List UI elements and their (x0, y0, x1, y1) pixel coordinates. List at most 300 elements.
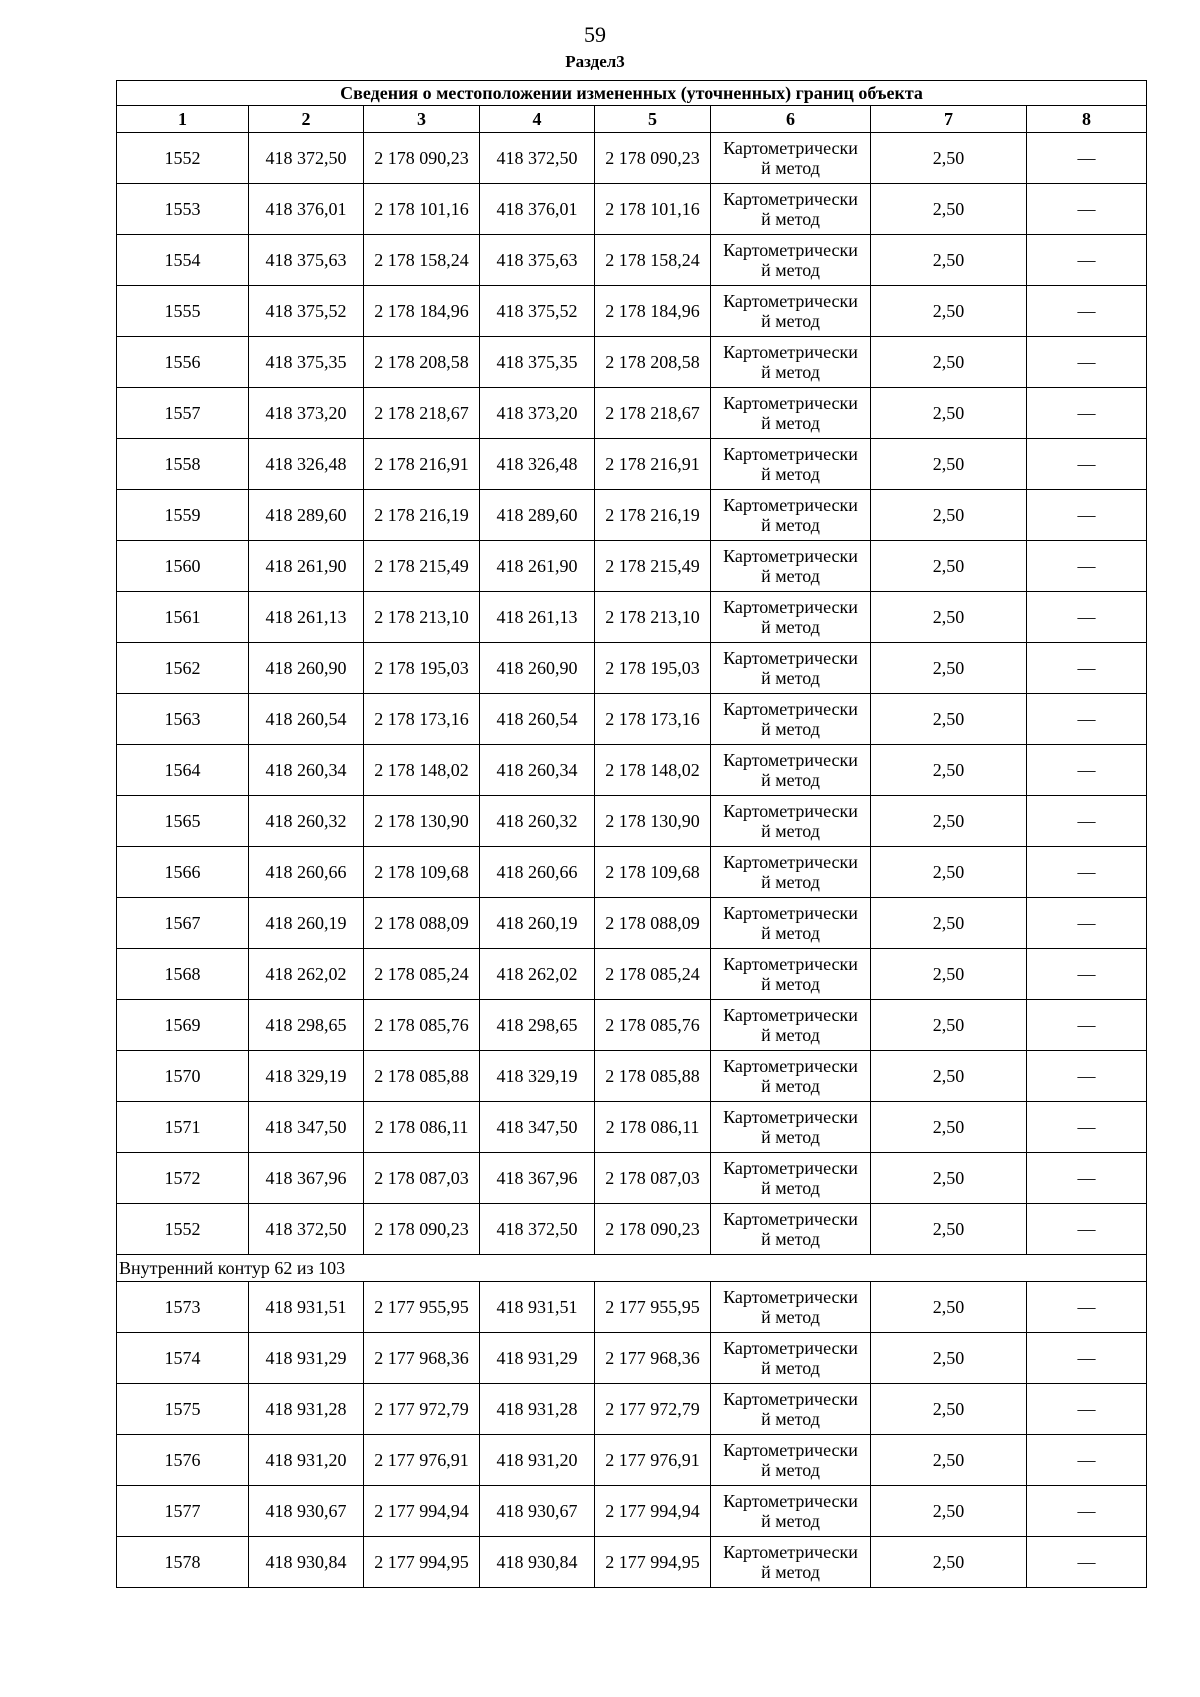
point-number-cell: 1555 (117, 286, 249, 337)
y-coordinate-cell: 2 178 090,23 (595, 1204, 711, 1255)
method-cell (711, 1204, 871, 1255)
x-coordinate-cell: 418 289,60 (249, 490, 364, 541)
method-text-line1: Картометрически (723, 1491, 858, 1511)
point-number-cell: 1569 (117, 1000, 249, 1051)
method-text-line1: Картометрически (723, 1107, 858, 1127)
accuracy-cell: 2,50 (871, 592, 1027, 643)
y-coordinate-cell: 2 178 130,90 (364, 796, 480, 847)
table-row (117, 133, 1147, 184)
dash-cell: — (1027, 1153, 1147, 1204)
y-coordinate-cell: 2 178 085,76 (364, 1000, 480, 1051)
y-coordinate-cell: 2 178 216,19 (364, 490, 480, 541)
method-cell (711, 337, 871, 388)
table-row (117, 490, 1147, 541)
y-coordinate-cell: 2 178 213,10 (364, 592, 480, 643)
column-header: 3 (364, 106, 480, 133)
method-text-line2: й метод (761, 770, 820, 790)
y-coordinate-cell: 2 177 976,91 (595, 1435, 711, 1486)
point-number-cell: 1573 (117, 1282, 249, 1333)
y-coordinate-cell: 2 178 208,58 (364, 337, 480, 388)
x-coordinate-cell: 418 329,19 (480, 1051, 595, 1102)
dash-cell: — (1027, 1102, 1147, 1153)
x-coordinate-cell: 418 298,65 (249, 1000, 364, 1051)
y-coordinate-cell: 2 178 208,58 (595, 337, 711, 388)
method-text-line1: Картометрически (723, 903, 858, 923)
column-header: 1 (117, 106, 249, 133)
accuracy-cell: 2,50 (871, 184, 1027, 235)
table-row (117, 847, 1147, 898)
point-number-cell: 1574 (117, 1333, 249, 1384)
point-number-cell: 1575 (117, 1384, 249, 1435)
y-coordinate-cell: 2 178 101,16 (364, 184, 480, 235)
column-header: 7 (871, 106, 1027, 133)
method-text-line1: Картометрически (723, 1158, 858, 1178)
y-coordinate-cell: 2 178 216,91 (595, 439, 711, 490)
table-row (117, 1000, 1147, 1051)
x-coordinate-cell: 418 329,19 (249, 1051, 364, 1102)
method-text-line2: й метод (761, 311, 820, 331)
method-cell (711, 1282, 871, 1333)
y-coordinate-cell: 2 178 109,68 (595, 847, 711, 898)
accuracy-cell: 2,50 (871, 898, 1027, 949)
accuracy-cell: 2,50 (871, 1384, 1027, 1435)
accuracy-cell: 2,50 (871, 490, 1027, 541)
x-coordinate-cell: 418 261,90 (480, 541, 595, 592)
column-header: 2 (249, 106, 364, 133)
method-text-line2: й метод (761, 617, 820, 637)
point-number-cell: 1556 (117, 337, 249, 388)
dash-cell: — (1027, 1384, 1147, 1435)
point-number-cell: 1559 (117, 490, 249, 541)
method-text-line2: й метод (761, 1307, 820, 1327)
table-row (117, 388, 1147, 439)
method-text-line2: й метод (761, 158, 820, 178)
method-text-line1: Картометрически (723, 852, 858, 872)
x-coordinate-cell: 418 260,54 (249, 694, 364, 745)
y-coordinate-cell: 2 178 148,02 (595, 745, 711, 796)
y-coordinate-cell: 2 178 130,90 (595, 796, 711, 847)
y-coordinate-cell: 2 178 216,91 (364, 439, 480, 490)
dash-cell: — (1027, 541, 1147, 592)
x-coordinate-cell: 418 375,52 (249, 286, 364, 337)
dash-cell: — (1027, 745, 1147, 796)
point-number-cell: 1562 (117, 643, 249, 694)
dash-cell: — (1027, 898, 1147, 949)
method-text-line1: Картометрически (723, 138, 858, 158)
dash-cell: — (1027, 1000, 1147, 1051)
point-number-cell: 1560 (117, 541, 249, 592)
method-text-line1: Картометрически (723, 1389, 858, 1409)
method-text-line1: Картометрически (723, 801, 858, 821)
method-text-line1: Картометрически (723, 240, 858, 260)
method-text-line1: Картометрически (723, 750, 858, 770)
x-coordinate-cell: 418 347,50 (480, 1102, 595, 1153)
x-coordinate-cell: 418 375,35 (480, 337, 595, 388)
method-cell (711, 1384, 871, 1435)
dash-cell: — (1027, 1204, 1147, 1255)
dash-cell: — (1027, 643, 1147, 694)
method-cell (711, 898, 871, 949)
dash-cell: — (1027, 949, 1147, 1000)
method-text-line1: Картометрически (723, 699, 858, 719)
y-coordinate-cell: 2 178 090,23 (364, 1204, 480, 1255)
dash-cell: — (1027, 694, 1147, 745)
x-coordinate-cell: 418 931,20 (249, 1435, 364, 1486)
point-number-cell: 1566 (117, 847, 249, 898)
y-coordinate-cell: 2 178 088,09 (364, 898, 480, 949)
y-coordinate-cell: 2 178 195,03 (364, 643, 480, 694)
y-coordinate-cell: 2 177 972,79 (364, 1384, 480, 1435)
y-coordinate-cell: 2 178 184,96 (595, 286, 711, 337)
accuracy-cell: 2,50 (871, 388, 1027, 439)
y-coordinate-cell: 2 177 994,95 (595, 1537, 711, 1588)
table-row (117, 1333, 1147, 1384)
method-text-line2: й метод (761, 1358, 820, 1378)
table-title: Сведения о местоположении измененных (уточненных) границ объекта (117, 81, 1147, 106)
method-text-line1: Картометрически (723, 648, 858, 668)
x-coordinate-cell: 418 376,01 (480, 184, 595, 235)
method-text-line2: й метод (761, 872, 820, 892)
x-coordinate-cell: 418 931,20 (480, 1435, 595, 1486)
method-cell (711, 490, 871, 541)
table-row (117, 898, 1147, 949)
method-text-line2: й метод (761, 1511, 820, 1531)
table-row (117, 184, 1147, 235)
x-coordinate-cell: 418 260,34 (480, 745, 595, 796)
point-number-cell: 1558 (117, 439, 249, 490)
table-row (117, 337, 1147, 388)
method-text-line1: Картометрически (723, 1209, 858, 1229)
x-coordinate-cell: 418 930,67 (480, 1486, 595, 1537)
method-text-line2: й метод (761, 668, 820, 688)
method-text-line1: Картометрически (723, 1542, 858, 1562)
method-cell (711, 1051, 871, 1102)
x-coordinate-cell: 418 930,84 (480, 1537, 595, 1588)
x-coordinate-cell: 418 372,50 (480, 1204, 595, 1255)
accuracy-cell: 2,50 (871, 1282, 1027, 1333)
column-header: 4 (480, 106, 595, 133)
x-coordinate-cell: 418 931,29 (480, 1333, 595, 1384)
table-row (117, 949, 1147, 1000)
method-text-line1: Картометрически (723, 393, 858, 413)
table-row (117, 1282, 1147, 1333)
table-row (117, 796, 1147, 847)
x-coordinate-cell: 418 375,63 (249, 235, 364, 286)
y-coordinate-cell: 2 178 218,67 (595, 388, 711, 439)
y-coordinate-cell: 2 178 215,49 (595, 541, 711, 592)
method-cell (711, 694, 871, 745)
method-text-line1: Картометрически (723, 342, 858, 362)
method-text-line1: Картометрически (723, 1440, 858, 1460)
table-row (117, 235, 1147, 286)
y-coordinate-cell: 2 178 158,24 (364, 235, 480, 286)
table-row (117, 1204, 1147, 1255)
accuracy-cell: 2,50 (871, 337, 1027, 388)
column-header: 8 (1027, 106, 1147, 133)
method-text-line2: й метод (761, 1076, 820, 1096)
method-text-line1: Картометрически (723, 954, 858, 974)
y-coordinate-cell: 2 178 085,24 (595, 949, 711, 1000)
y-coordinate-cell: 2 178 213,10 (595, 592, 711, 643)
x-coordinate-cell: 418 260,32 (249, 796, 364, 847)
accuracy-cell: 2,50 (871, 541, 1027, 592)
x-coordinate-cell: 418 375,35 (249, 337, 364, 388)
x-coordinate-cell: 418 930,84 (249, 1537, 364, 1588)
dash-cell: — (1027, 1282, 1147, 1333)
y-coordinate-cell: 2 178 085,88 (364, 1051, 480, 1102)
table-row (117, 1102, 1147, 1153)
x-coordinate-cell: 418 372,50 (249, 1204, 364, 1255)
method-text-line2: й метод (761, 719, 820, 739)
point-number-cell: 1578 (117, 1537, 249, 1588)
method-cell (711, 1333, 871, 1384)
method-cell (711, 1102, 871, 1153)
y-coordinate-cell: 2 178 090,23 (364, 133, 480, 184)
x-coordinate-cell: 418 326,48 (249, 439, 364, 490)
accuracy-cell: 2,50 (871, 1537, 1027, 1588)
method-text-line2: й метод (761, 1127, 820, 1147)
y-coordinate-cell: 2 178 101,16 (595, 184, 711, 235)
method-cell (711, 541, 871, 592)
point-number-cell: 1553 (117, 184, 249, 235)
x-coordinate-cell: 418 931,28 (249, 1384, 364, 1435)
point-number-cell: 1571 (117, 1102, 249, 1153)
method-cell (711, 847, 871, 898)
y-coordinate-cell: 2 178 085,24 (364, 949, 480, 1000)
method-text-line2: й метод (761, 260, 820, 280)
table-row (117, 1384, 1147, 1435)
x-coordinate-cell: 418 260,54 (480, 694, 595, 745)
table-row (117, 643, 1147, 694)
table-row (117, 745, 1147, 796)
y-coordinate-cell: 2 178 216,19 (595, 490, 711, 541)
contour-subheading: Внутренний контур 62 из 103 (117, 1255, 1147, 1282)
accuracy-cell: 2,50 (871, 643, 1027, 694)
point-number-cell: 1554 (117, 235, 249, 286)
x-coordinate-cell: 418 262,02 (480, 949, 595, 1000)
y-coordinate-cell: 2 178 086,11 (364, 1102, 480, 1153)
dash-cell: — (1027, 337, 1147, 388)
y-coordinate-cell: 2 178 087,03 (595, 1153, 711, 1204)
accuracy-cell: 2,50 (871, 949, 1027, 1000)
dash-cell: — (1027, 133, 1147, 184)
method-text-line1: Картометрически (723, 495, 858, 515)
y-coordinate-cell: 2 177 955,95 (364, 1282, 480, 1333)
column-header: 6 (711, 106, 871, 133)
method-cell (711, 745, 871, 796)
y-coordinate-cell: 2 177 994,94 (364, 1486, 480, 1537)
method-text-line2: й метод (761, 1025, 820, 1045)
x-coordinate-cell: 418 376,01 (249, 184, 364, 235)
accuracy-cell: 2,50 (871, 286, 1027, 337)
method-text-line2: й метод (761, 1229, 820, 1249)
point-number-cell: 1576 (117, 1435, 249, 1486)
x-coordinate-cell: 418 372,50 (249, 133, 364, 184)
y-coordinate-cell: 2 178 218,67 (364, 388, 480, 439)
method-text-line2: й метод (761, 209, 820, 229)
x-coordinate-cell: 418 260,90 (480, 643, 595, 694)
method-cell (711, 1435, 871, 1486)
x-coordinate-cell: 418 261,90 (249, 541, 364, 592)
accuracy-cell: 2,50 (871, 1102, 1027, 1153)
y-coordinate-cell: 2 178 173,16 (595, 694, 711, 745)
y-coordinate-cell: 2 177 968,36 (364, 1333, 480, 1384)
dash-cell: — (1027, 184, 1147, 235)
x-coordinate-cell: 418 260,32 (480, 796, 595, 847)
x-coordinate-cell: 418 260,19 (249, 898, 364, 949)
y-coordinate-cell: 2 178 173,16 (364, 694, 480, 745)
x-coordinate-cell: 418 326,48 (480, 439, 595, 490)
page-number: 59 (584, 22, 606, 47)
accuracy-cell: 2,50 (871, 1000, 1027, 1051)
x-coordinate-cell: 418 261,13 (249, 592, 364, 643)
boundary-coordinates-table (116, 80, 1147, 1588)
table-row (117, 592, 1147, 643)
y-coordinate-cell: 2 177 994,95 (364, 1537, 480, 1588)
x-coordinate-cell: 418 375,52 (480, 286, 595, 337)
accuracy-cell: 2,50 (871, 847, 1027, 898)
method-text-line1: Картометрически (723, 1056, 858, 1076)
table-row (117, 286, 1147, 337)
accuracy-cell: 2,50 (871, 694, 1027, 745)
method-text-line2: й метод (761, 1460, 820, 1480)
dash-cell: — (1027, 286, 1147, 337)
y-coordinate-cell: 2 178 158,24 (595, 235, 711, 286)
table-row (117, 694, 1147, 745)
method-text-line2: й метод (761, 1562, 820, 1582)
dash-cell: — (1027, 796, 1147, 847)
accuracy-cell: 2,50 (871, 133, 1027, 184)
table-row (117, 1153, 1147, 1204)
accuracy-cell: 2,50 (871, 796, 1027, 847)
x-coordinate-cell: 418 931,28 (480, 1384, 595, 1435)
dash-cell: — (1027, 1435, 1147, 1486)
method-cell (711, 184, 871, 235)
accuracy-cell: 2,50 (871, 235, 1027, 286)
y-coordinate-cell: 2 178 184,96 (364, 286, 480, 337)
method-text-line1: Картометрически (723, 444, 858, 464)
point-number-cell: 1561 (117, 592, 249, 643)
y-coordinate-cell: 2 178 148,02 (364, 745, 480, 796)
method-text-line1: Картометрически (723, 291, 858, 311)
point-number-cell: 1552 (117, 133, 249, 184)
dash-cell: — (1027, 490, 1147, 541)
method-cell (711, 1537, 871, 1588)
accuracy-cell: 2,50 (871, 745, 1027, 796)
dash-cell: — (1027, 439, 1147, 490)
method-cell (711, 388, 871, 439)
x-coordinate-cell: 418 367,96 (480, 1153, 595, 1204)
x-coordinate-cell: 418 367,96 (249, 1153, 364, 1204)
method-cell (711, 286, 871, 337)
point-number-cell: 1572 (117, 1153, 249, 1204)
method-text-line1: Картометрически (723, 546, 858, 566)
table-row (117, 1435, 1147, 1486)
x-coordinate-cell: 418 260,66 (249, 847, 364, 898)
x-coordinate-cell: 418 260,19 (480, 898, 595, 949)
column-header: 5 (595, 106, 711, 133)
accuracy-cell: 2,50 (871, 1435, 1027, 1486)
y-coordinate-cell: 2 178 086,11 (595, 1102, 711, 1153)
y-coordinate-cell: 2 178 215,49 (364, 541, 480, 592)
x-coordinate-cell: 418 373,20 (249, 388, 364, 439)
point-number-cell: 1563 (117, 694, 249, 745)
y-coordinate-cell: 2 178 085,76 (595, 1000, 711, 1051)
section-title: Раздел3 (565, 52, 625, 71)
x-coordinate-cell: 418 260,90 (249, 643, 364, 694)
x-coordinate-cell: 418 289,60 (480, 490, 595, 541)
method-cell (711, 235, 871, 286)
y-coordinate-cell: 2 178 195,03 (595, 643, 711, 694)
dash-cell: — (1027, 388, 1147, 439)
method-cell (711, 643, 871, 694)
y-coordinate-cell: 2 177 955,95 (595, 1282, 711, 1333)
method-cell (711, 796, 871, 847)
x-coordinate-cell: 418 375,63 (480, 235, 595, 286)
y-coordinate-cell: 2 177 994,94 (595, 1486, 711, 1537)
y-coordinate-cell: 2 178 085,88 (595, 1051, 711, 1102)
x-coordinate-cell: 418 931,51 (249, 1282, 364, 1333)
method-text-line2: й метод (761, 1409, 820, 1429)
method-text-line1: Картометрически (723, 1338, 858, 1358)
dash-cell: — (1027, 1051, 1147, 1102)
method-text-line2: й метод (761, 821, 820, 841)
y-coordinate-cell: 2 178 090,23 (595, 133, 711, 184)
method-text-line2: й метод (761, 923, 820, 943)
y-coordinate-cell: 2 177 976,91 (364, 1435, 480, 1486)
point-number-cell: 1565 (117, 796, 249, 847)
method-cell (711, 1000, 871, 1051)
point-number-cell: 1567 (117, 898, 249, 949)
x-coordinate-cell: 418 262,02 (249, 949, 364, 1000)
method-text-line1: Картометрически (723, 189, 858, 209)
accuracy-cell: 2,50 (871, 1204, 1027, 1255)
dash-cell: — (1027, 847, 1147, 898)
method-text-line2: й метод (761, 1178, 820, 1198)
point-number-cell: 1557 (117, 388, 249, 439)
dash-cell: — (1027, 1537, 1147, 1588)
method-text-line2: й метод (761, 566, 820, 586)
y-coordinate-cell: 2 178 087,03 (364, 1153, 480, 1204)
method-text-line2: й метод (761, 515, 820, 535)
dash-cell: — (1027, 1333, 1147, 1384)
point-number-cell: 1552 (117, 1204, 249, 1255)
x-coordinate-cell: 418 931,29 (249, 1333, 364, 1384)
table-title-row (117, 81, 1147, 106)
point-number-cell: 1568 (117, 949, 249, 1000)
method-text-line1: Картометрически (723, 1005, 858, 1025)
table-row (117, 1537, 1147, 1588)
subheading-row (117, 1255, 1147, 1282)
table-row (117, 1051, 1147, 1102)
method-text-line2: й метод (761, 974, 820, 994)
x-coordinate-cell: 418 261,13 (480, 592, 595, 643)
accuracy-cell: 2,50 (871, 1051, 1027, 1102)
x-coordinate-cell: 418 260,34 (249, 745, 364, 796)
x-coordinate-cell: 418 931,51 (480, 1282, 595, 1333)
method-text-line2: й метод (761, 362, 820, 382)
table-row (117, 541, 1147, 592)
x-coordinate-cell: 418 260,66 (480, 847, 595, 898)
accuracy-cell: 2,50 (871, 1486, 1027, 1537)
y-coordinate-cell: 2 178 088,09 (595, 898, 711, 949)
x-coordinate-cell: 418 373,20 (480, 388, 595, 439)
dash-cell: — (1027, 592, 1147, 643)
y-coordinate-cell: 2 177 968,36 (595, 1333, 711, 1384)
x-coordinate-cell: 418 298,65 (480, 1000, 595, 1051)
table-row (117, 1486, 1147, 1537)
method-cell (711, 592, 871, 643)
